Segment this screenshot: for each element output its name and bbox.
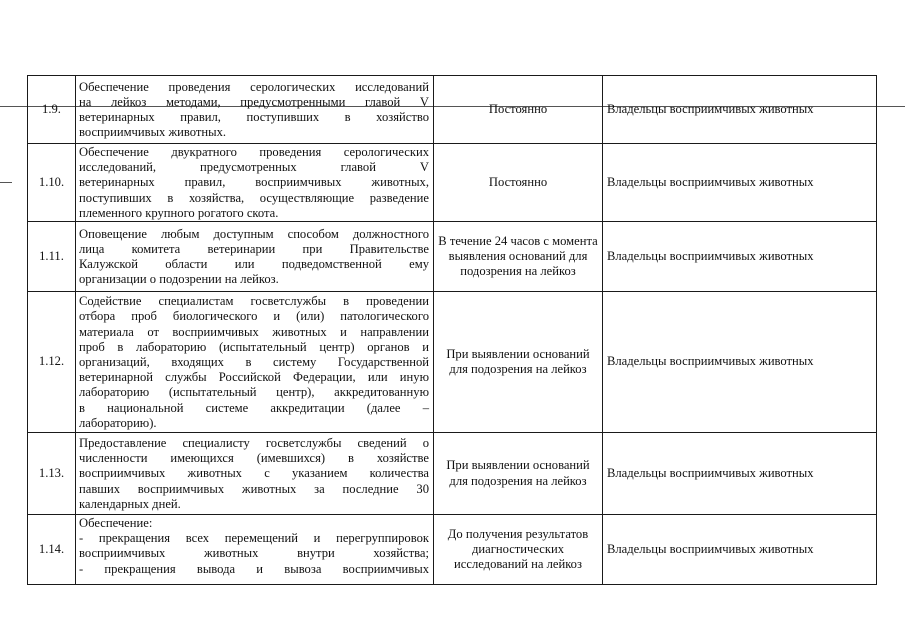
measure-description-line: - прекращения вывода и вывоза восприимчивых — [79, 561, 429, 576]
measure-term: При выявлении оснований для подозрения на лейкоз — [434, 292, 603, 433]
row-number: 1.13. — [28, 433, 76, 515]
measure-responsible: Владельцы восприимчивых животных — [603, 222, 877, 292]
measure-description-line: организации о подозрении на лейкоз. — [79, 272, 279, 287]
measure-description-line: отбора проб биологического и (или) патологического — [79, 309, 429, 324]
row-number: 1.11. — [28, 222, 76, 292]
row-number: 1.14. — [28, 515, 76, 585]
row-number: 1.10. — [28, 144, 76, 222]
measure-description-line: восприимчивых животных. — [79, 125, 227, 140]
measure-description-line: численности имеющихся (имевшихся) в хозяйстве — [79, 451, 429, 466]
measure-description-line: Обеспечение: — [79, 516, 153, 531]
table-row — [28, 292, 877, 433]
measure-description-line: ветеринарных правил, поступивших в хозяйство — [79, 110, 429, 124]
measure-term: До получения результатов диагностических исследований на лейкоз — [434, 515, 603, 585]
measure-term: Постоянно — [434, 76, 603, 144]
measure-description-line: восприимчивых животных с указанием количества — [79, 466, 429, 481]
measure-description-line: ветеринарной службы Российской Федерации, или иную — [79, 370, 429, 385]
measure-description-line: племенного крупного рогатого скота. — [79, 205, 279, 220]
table-row — [28, 222, 877, 292]
measure-description-line: поступивших в хозяйства, осуществляющие разведение — [79, 190, 429, 205]
measure-description-line: календарных дней. — [79, 496, 181, 511]
measure-description — [76, 144, 434, 222]
measure-description-line: павших восприимчивых животных за последние 30 — [79, 481, 429, 496]
measure-responsible: Владельцы восприимчивых животных — [603, 515, 877, 585]
table-row — [28, 76, 877, 144]
scan-artifact-mark — [0, 182, 12, 183]
measure-description-line: Содействие специалистам госветслужбы в проведении — [79, 294, 429, 309]
measure-description-line: на лейкоз методами, предусмотренными главой V — [79, 94, 429, 109]
measure-description — [76, 292, 434, 433]
measure-term: При выявлении оснований для подозрения на лейкоз — [434, 433, 603, 515]
table-row — [28, 515, 877, 585]
measure-description-line: Обеспечение двукратного проведения серологических — [79, 145, 429, 159]
measures-table — [27, 75, 877, 585]
measure-description-line: в национальной системе аккредитации (далее – — [79, 400, 429, 415]
measure-description-line: Обеспечение проведения серологических исследований — [79, 79, 429, 94]
measure-description-line: проб в лабораторию (испытательный центр) органов и — [79, 339, 429, 354]
measure-responsible: Владельцы восприимчивых животных — [603, 144, 877, 222]
measure-description-line: лабораторию). — [79, 415, 157, 430]
measure-description-line: восприимчивых животных внутри хозяйства; — [79, 546, 429, 561]
measure-description-line: лабораторию (испытательный центр), аккредитованную — [79, 385, 429, 400]
measure-term: В течение 24 часов с момента выявления оснований для подозрения на лейкоз — [434, 222, 603, 292]
measure-term: Постоянно — [434, 144, 603, 222]
row-number: 1.9. — [28, 76, 76, 144]
measure-description-line: материала от восприимчивых животных и направлении — [79, 324, 429, 339]
measure-description — [76, 76, 434, 144]
measures-table-body — [28, 76, 877, 585]
row-number: 1.12. — [28, 292, 76, 433]
measure-description-line: лица комитета ветеринарии при Правительстве — [79, 241, 429, 256]
measure-description-line: Калужской области или подведомственной ему — [79, 257, 429, 272]
measure-description-line: - прекращения всех перемещений и перегруппировок — [79, 531, 429, 546]
measure-responsible: Владельцы восприимчивых животных — [603, 76, 877, 144]
measure-description — [76, 433, 434, 515]
table-row — [28, 144, 877, 222]
table-row — [28, 433, 877, 515]
measure-description-line: организаций, входящих в систему Государственной — [79, 354, 429, 369]
measure-description-line: Предоставление специалисту госветслужбы сведений о — [79, 436, 429, 450]
measure-description-line: Оповещение любым доступным способом должностного — [79, 226, 429, 241]
measure-description — [76, 515, 434, 585]
measure-responsible: Владельцы восприимчивых животных — [603, 292, 877, 433]
measure-description-line: исследований, предусмотренных главой V — [79, 160, 429, 175]
measure-description-line: ветеринарных правил, восприимчивых животных, — [79, 175, 429, 190]
measure-description — [76, 222, 434, 292]
measure-responsible: Владельцы восприимчивых животных — [603, 433, 877, 515]
